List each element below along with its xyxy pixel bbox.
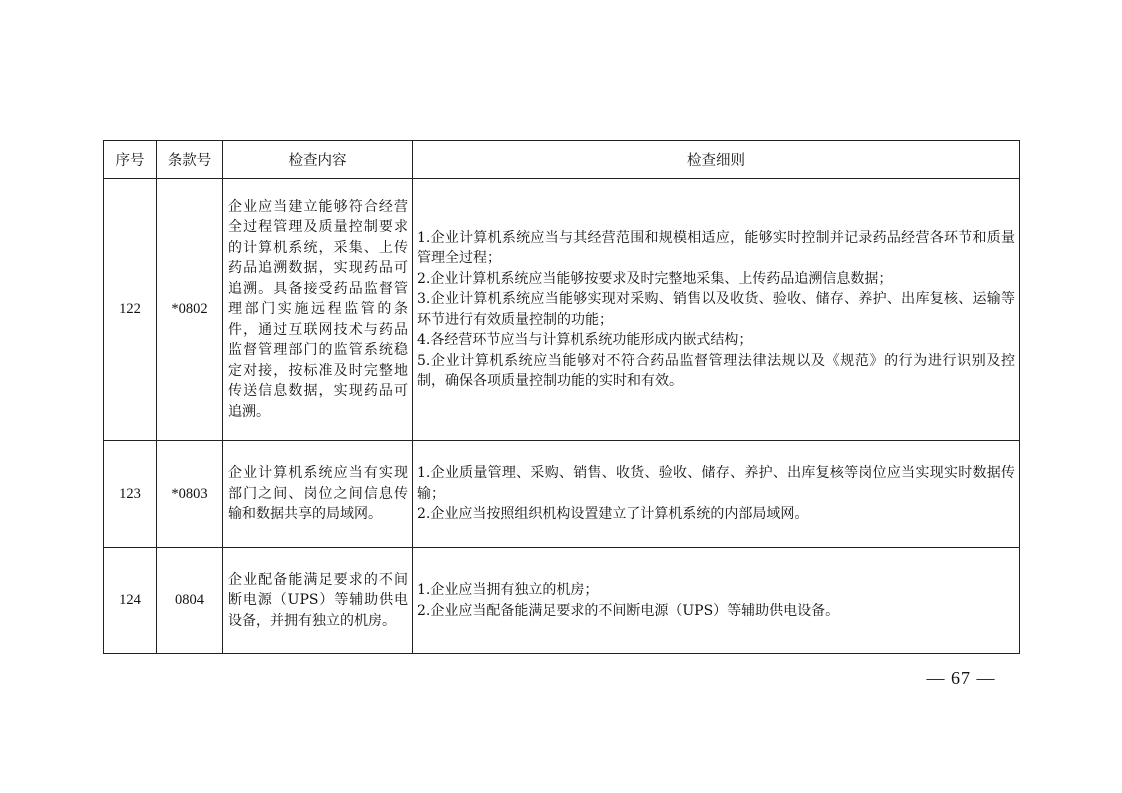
row-seq: 123 [104, 441, 157, 548]
detail-item: 2.企业应当按照组织机构设置建立了计算机系统的内部局域网。 [417, 506, 809, 523]
detail-item: 2.企业计算机系统应当能够按要求及时完整地采集、上传药品追溯信息数据； [417, 270, 893, 287]
row-clause: *0802 [157, 179, 223, 441]
row-detail [413, 441, 1020, 548]
detail-item: 1.企业计算机系统应当与其经营范围和规模相适应，能够实时控制并记录药品经营各环节和质量管理全过程； [417, 229, 1015, 266]
header-clause: 条款号 [157, 141, 223, 179]
row-content: 企业应当建立能够符合经营全过程管理及质量控制要求的计算机系统，采集、上传药品追溯数据，实现药品可追溯。具备接受药品监督管理部门实施远程监管的条件，通过互联网技术与药品监督管理部门的监管系统稳定对接，按标准及时完整地传送信息数据，实现药品可追溯。 [223, 179, 413, 441]
table-row [104, 441, 1020, 548]
detail-item: 5.企业计算机系统应当能够对不符合药品监督管理法律法规以及《规范》的行为进行识别及控制，确保各项质量控制功能的实时和有效。 [417, 352, 1015, 389]
header-detail: 检查细则 [413, 141, 1020, 179]
detail-item: 2.企业应当配备能满足要求的不间断电源（UPS）等辅助供电设备。 [417, 602, 840, 619]
detail-item: 4.各经营环节应当与计算机系统功能形成内嵌式结构； [417, 332, 753, 348]
row-clause: 0804 [157, 548, 223, 654]
page-number: — 67 — [926, 668, 996, 688]
table-row [104, 179, 1020, 441]
row-detail [413, 179, 1020, 441]
detail-item: 3.企业计算机系统应当能够实现对采购、销售以及收货、验收、储存、养护、出库复核、运输等环节进行有效质量控制的功能； [417, 291, 1015, 328]
detail-item: 1.企业应当拥有独立的机房； [417, 582, 599, 598]
header-content: 检查内容 [223, 141, 413, 179]
row-clause: *0803 [157, 441, 223, 548]
row-seq: 122 [104, 179, 157, 441]
row-seq: 124 [104, 548, 157, 654]
detail-item: 1.企业质量管理、采购、销售、收货、验收、储存、养护、出库复核等岗位应当实现实时数据传输； [417, 465, 1015, 502]
table-row [104, 548, 1020, 654]
inspection-table [103, 140, 1020, 654]
row-content: 企业计算机系统应当有实现部门之间、岗位之间信息传输和数据共享的局域网。 [223, 441, 413, 548]
table-header-row [104, 141, 1020, 179]
row-content: 企业配备能满足要求的不间断电源（UPS）等辅助供电设备，并拥有独立的机房。 [223, 548, 413, 654]
header-seq: 序号 [104, 141, 157, 179]
row-detail [413, 548, 1020, 654]
